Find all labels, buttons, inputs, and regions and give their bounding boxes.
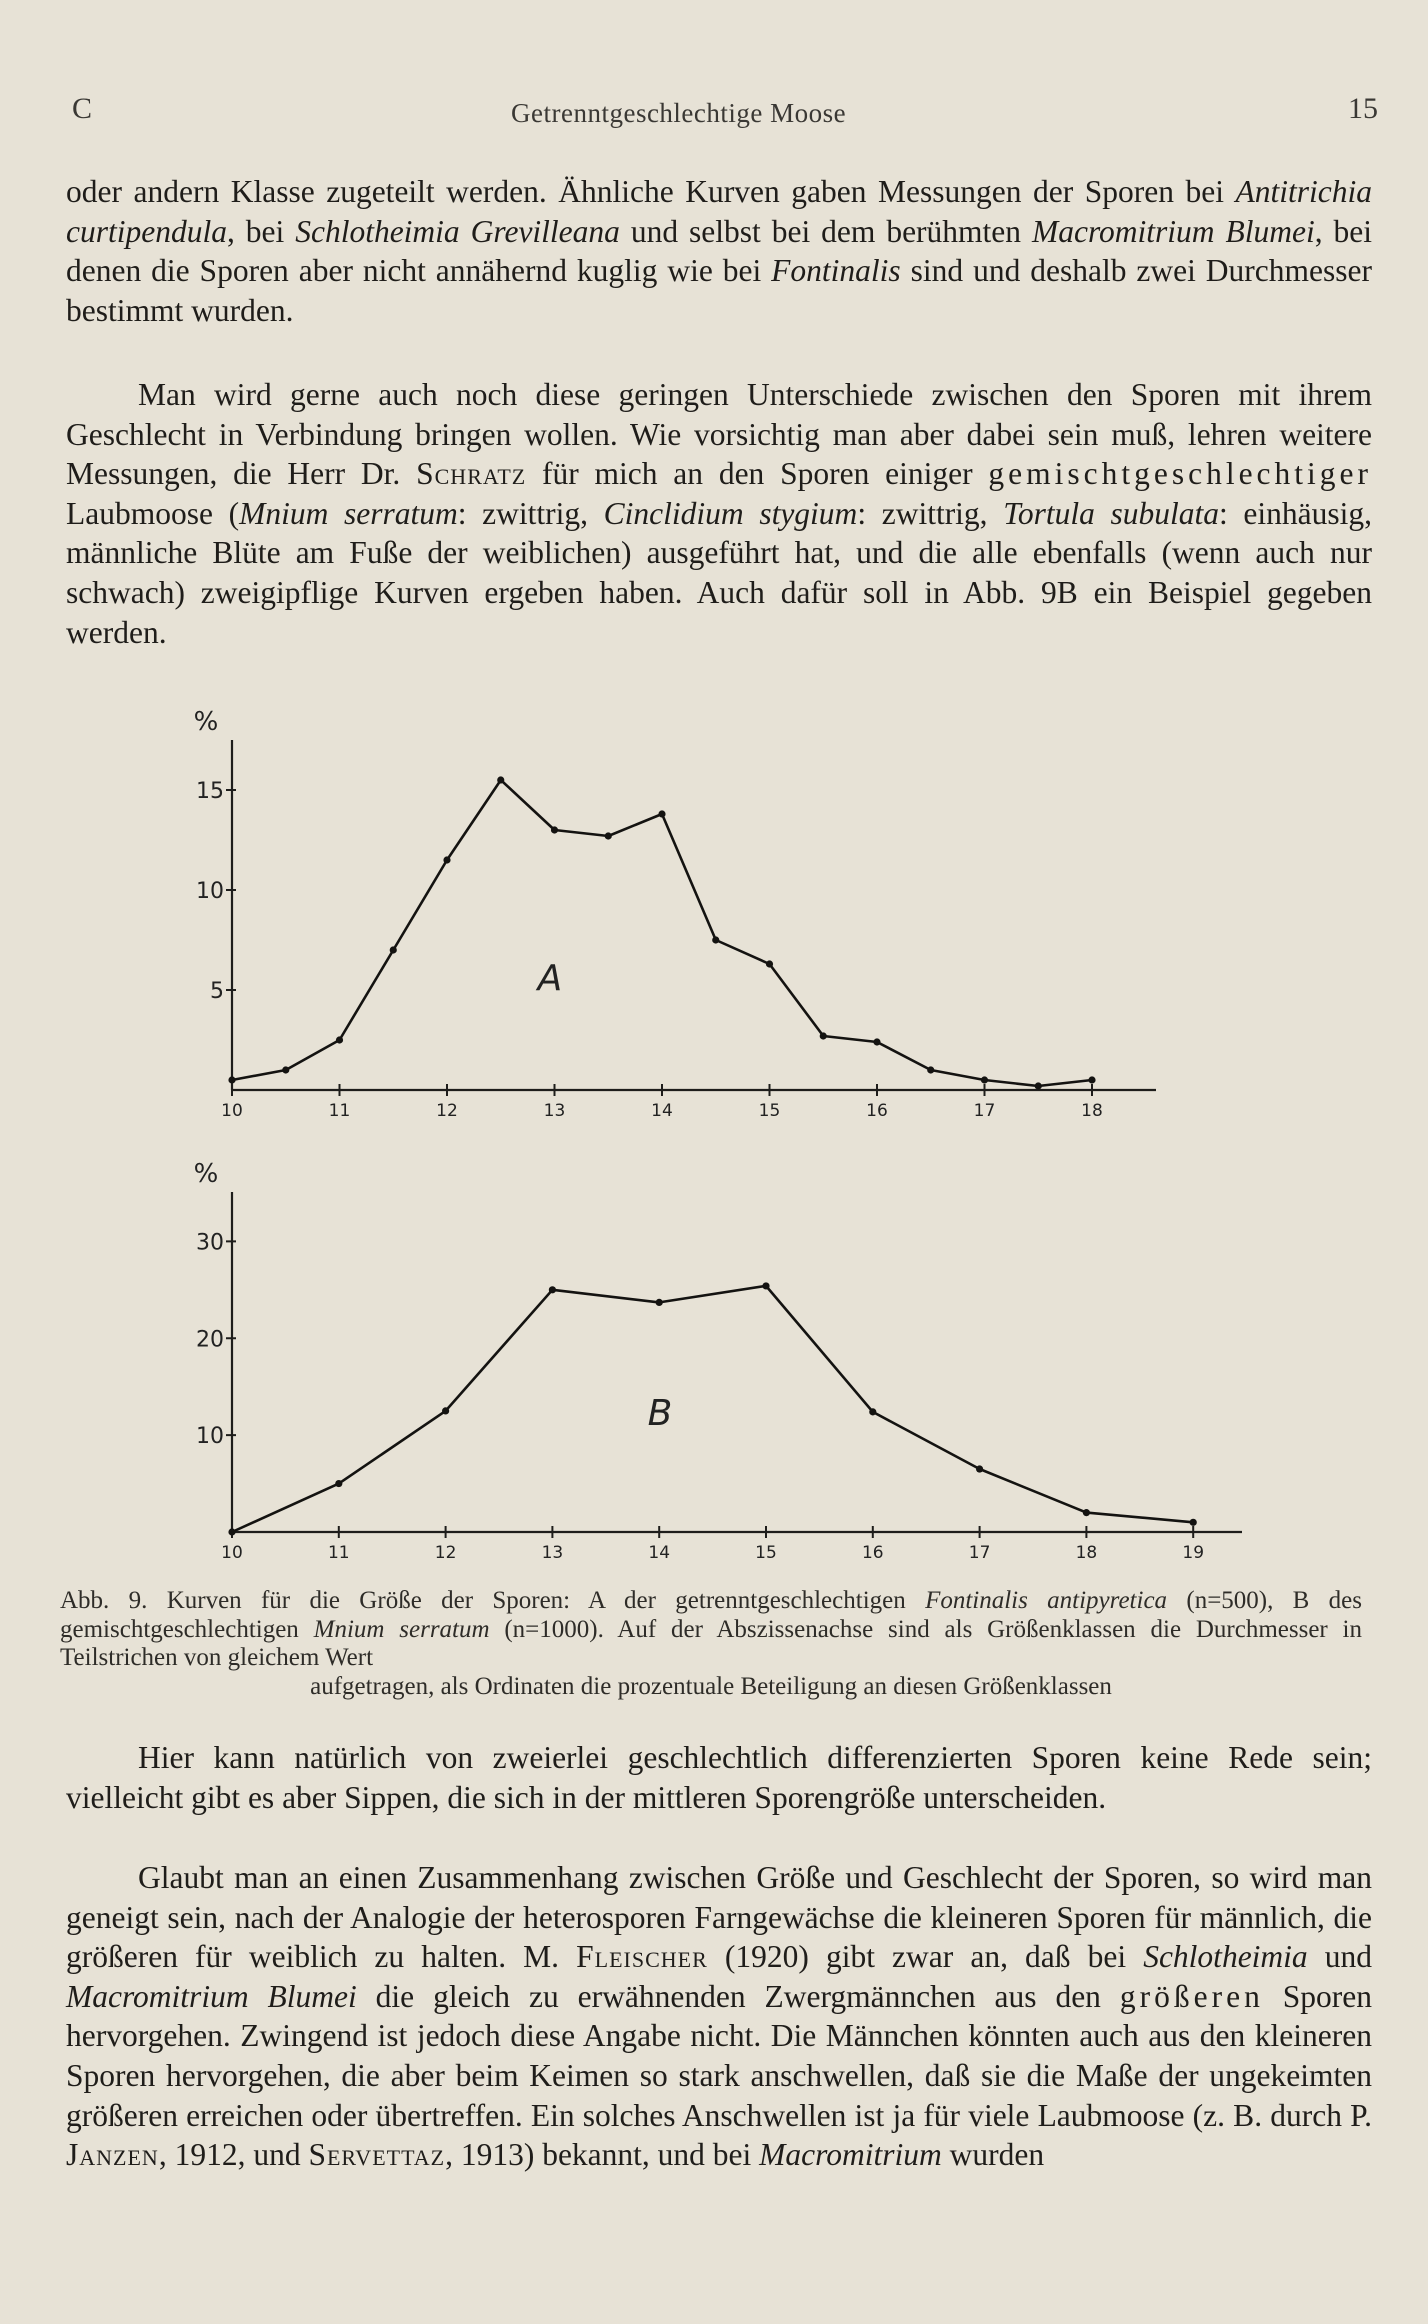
chart-a-data-point bbox=[712, 936, 719, 943]
chart-a-x-tick-label: 14 bbox=[651, 1101, 673, 1121]
chart-b bbox=[150, 1140, 1260, 1570]
chart-a-x-tick-label: 16 bbox=[866, 1101, 888, 1121]
chart-a-panel-label: A bbox=[537, 958, 563, 999]
chart-a-y-tick-label: 10 bbox=[196, 879, 224, 904]
chart-a-series-line bbox=[232, 780, 1092, 1086]
chart-b-y-unit-label: % bbox=[193, 1159, 219, 1189]
chart-a-x-tick-label: 10 bbox=[221, 1101, 243, 1121]
chart-a-data-point bbox=[605, 832, 612, 839]
chart-b-x-tick-label: 13 bbox=[541, 1543, 564, 1563]
chart-b-data-point bbox=[976, 1465, 983, 1472]
chart-a-data-point bbox=[282, 1066, 289, 1073]
chart-b-y-tick-label: 20 bbox=[196, 1327, 224, 1353]
paragraph-3: Hier kann natürlich von zweierlei geschlechtlich differenzierten Sporen keine Rede sein; vielleicht gibt es aber Sippen, die sich in der mittleren Sporengröße unterscheiden. bbox=[66, 1740, 1372, 1815]
chart-a-data-point bbox=[497, 776, 504, 783]
chart-b-x-tick-label: 16 bbox=[861, 1543, 884, 1563]
chart-b-y-tick-label: 10 bbox=[196, 1424, 224, 1450]
chart-a-x-tick-label: 18 bbox=[1081, 1101, 1103, 1121]
chart-b-data-point bbox=[762, 1282, 769, 1289]
chart-a-data-point bbox=[443, 856, 450, 863]
running-title: Getrenntgeschlechtige Moose bbox=[511, 98, 847, 128]
chart-a-x-tick-label: 12 bbox=[436, 1101, 458, 1121]
chart-a-data-point bbox=[981, 1076, 988, 1083]
chart-a-x-tick-label: 17 bbox=[973, 1101, 996, 1121]
chart-b-data-point bbox=[442, 1407, 449, 1414]
chart-a-data-point bbox=[1088, 1076, 1095, 1083]
page-header bbox=[66, 92, 1378, 136]
chart-b-x-tick-label: 10 bbox=[221, 1543, 243, 1563]
chart-b-data-point bbox=[1190, 1519, 1197, 1526]
paragraph-4: Glaubt man an einen Zusammenhang zwischen Größe und Geschlecht der Sporen, so wird man geneigt sein, nach der Analogie der heterosporen Farngewächse die kleineren Sporen für männlich, die größeren für weiblich zu halten. M. Fleischer (1920) gibt zwar an, daß bei Schlotheimia und Macromitrium Blumei die gleich zu erwähnenden Zwergmännchen aus den größeren Sporen hervorgehen. Zwingend ist jedoch diese Angabe nicht. Die Männchen könnten auch aus den kleineren Sporen hervorgehen, die aber beim Keimen so stark anschwellen, daß sie die Maße der ungekeimten größeren erreichen oder übertreffen. Ein solches Anschwellen ist ja für viele Laubmoose (z. B. durch P. Janzen, 1912, und Servettaz, 1913) bekannt, und bei Macromitrium wurden bbox=[66, 1860, 1373, 2173]
chart-a-data-point bbox=[766, 960, 773, 967]
chart-a-data-point bbox=[820, 1032, 827, 1039]
chart-a-y-tick-label: 15 bbox=[196, 779, 224, 804]
chart-b-x-tick-label: 17 bbox=[968, 1543, 991, 1563]
chart-a-data-point bbox=[551, 826, 558, 833]
chart-a bbox=[150, 708, 1180, 1128]
chart-b-data-point bbox=[335, 1480, 342, 1487]
chart-b-x-tick-label: 19 bbox=[1182, 1543, 1205, 1563]
chart-b-data-point bbox=[549, 1286, 556, 1293]
page-number: 15 bbox=[1348, 92, 1378, 125]
chart-a-data-point bbox=[336, 1036, 343, 1043]
figure-caption: Abb. 9. Kurven für die Größe der Sporen: A der getrenntgeschlechtigen Fontinalis antipyretica (n=500), B des gemischtgeschlechtigen Mnium serratum (n=1000). Auf der Abszissenachse sind als Größenklassen die Durchmesser in Teilstrichen von gleichem Wert aufgetragen, als Ordinaten die prozentuale Beteiligung an diesen Größenklassen bbox=[60, 1587, 1362, 1700]
chart-b-x-tick-label: 18 bbox=[1075, 1543, 1098, 1563]
chart-a-x-tick-label: 15 bbox=[758, 1101, 781, 1121]
chart-a-x-tick-label: 11 bbox=[328, 1101, 351, 1121]
chart-b-x-tick-label: 14 bbox=[648, 1543, 671, 1563]
chart-b-series-line bbox=[232, 1286, 1193, 1532]
chart-b-panel-label: B bbox=[647, 1393, 673, 1434]
chart-b-x-tick-label: 12 bbox=[434, 1543, 457, 1563]
paragraph-1: oder andern Klasse zugeteilt werden. Ähnliche Kurven gaben Messungen der Sporen bei Antitrichia curtipendula, bei Schlotheimia Grevilleana und selbst bei dem berühmten Macromitrium Blumei, bei denen die Sporen aber nicht annähernd kuglig wie bei Fontinalis sind und deshalb zwei Durchmesser bestimmt wurden. bbox=[66, 174, 1372, 328]
chart-a-data-point bbox=[1035, 1082, 1042, 1089]
chart-b-data-point bbox=[869, 1408, 876, 1415]
paragraph-2: Man wird gerne auch noch diese geringen Unterschiede zwischen den Sporen mit ihrem Geschlecht in Verbindung bringen wollen. Wie vorsichtig man aber dabei sein muß, lehren weitere Messungen, die Herr Dr. Schratz für mich an den Sporen einiger gemischtgeschlechtiger Laubmoose (Mnium serratum: zwittrig, Cinclidium stygium: zwittrig, Tortula subulata: einhäusig, männliche Blüte am Fuße der weiblichen) ausgeführt hat, und die alle ebenfalls (wenn auch nur schwach) zweigipflige Kurven ergeben haben. Auch dafür soll in Abb. 9B ein Beispiel gegeben werden. bbox=[66, 377, 1373, 650]
chart-a-data-point bbox=[927, 1066, 934, 1073]
chart-a-y-unit-label: % bbox=[193, 708, 219, 737]
chart-b-x-tick-label: 15 bbox=[755, 1543, 777, 1563]
chart-a-y-tick-label: 5 bbox=[210, 979, 224, 1004]
chart-a-data-point bbox=[390, 946, 397, 953]
chart-b-y-tick-label: 30 bbox=[196, 1230, 224, 1256]
chart-a-data-point bbox=[228, 1076, 235, 1083]
chart-b-data-point bbox=[228, 1528, 235, 1535]
chart-a-x-tick-label: 13 bbox=[543, 1101, 566, 1121]
chart-a-data-point bbox=[873, 1038, 880, 1045]
chart-b-data-point bbox=[1083, 1509, 1090, 1516]
chart-b-x-tick-label: 11 bbox=[327, 1543, 350, 1563]
section-mark: C bbox=[72, 92, 93, 125]
chart-b-data-point bbox=[656, 1299, 663, 1306]
chart-a-data-point bbox=[658, 810, 665, 817]
